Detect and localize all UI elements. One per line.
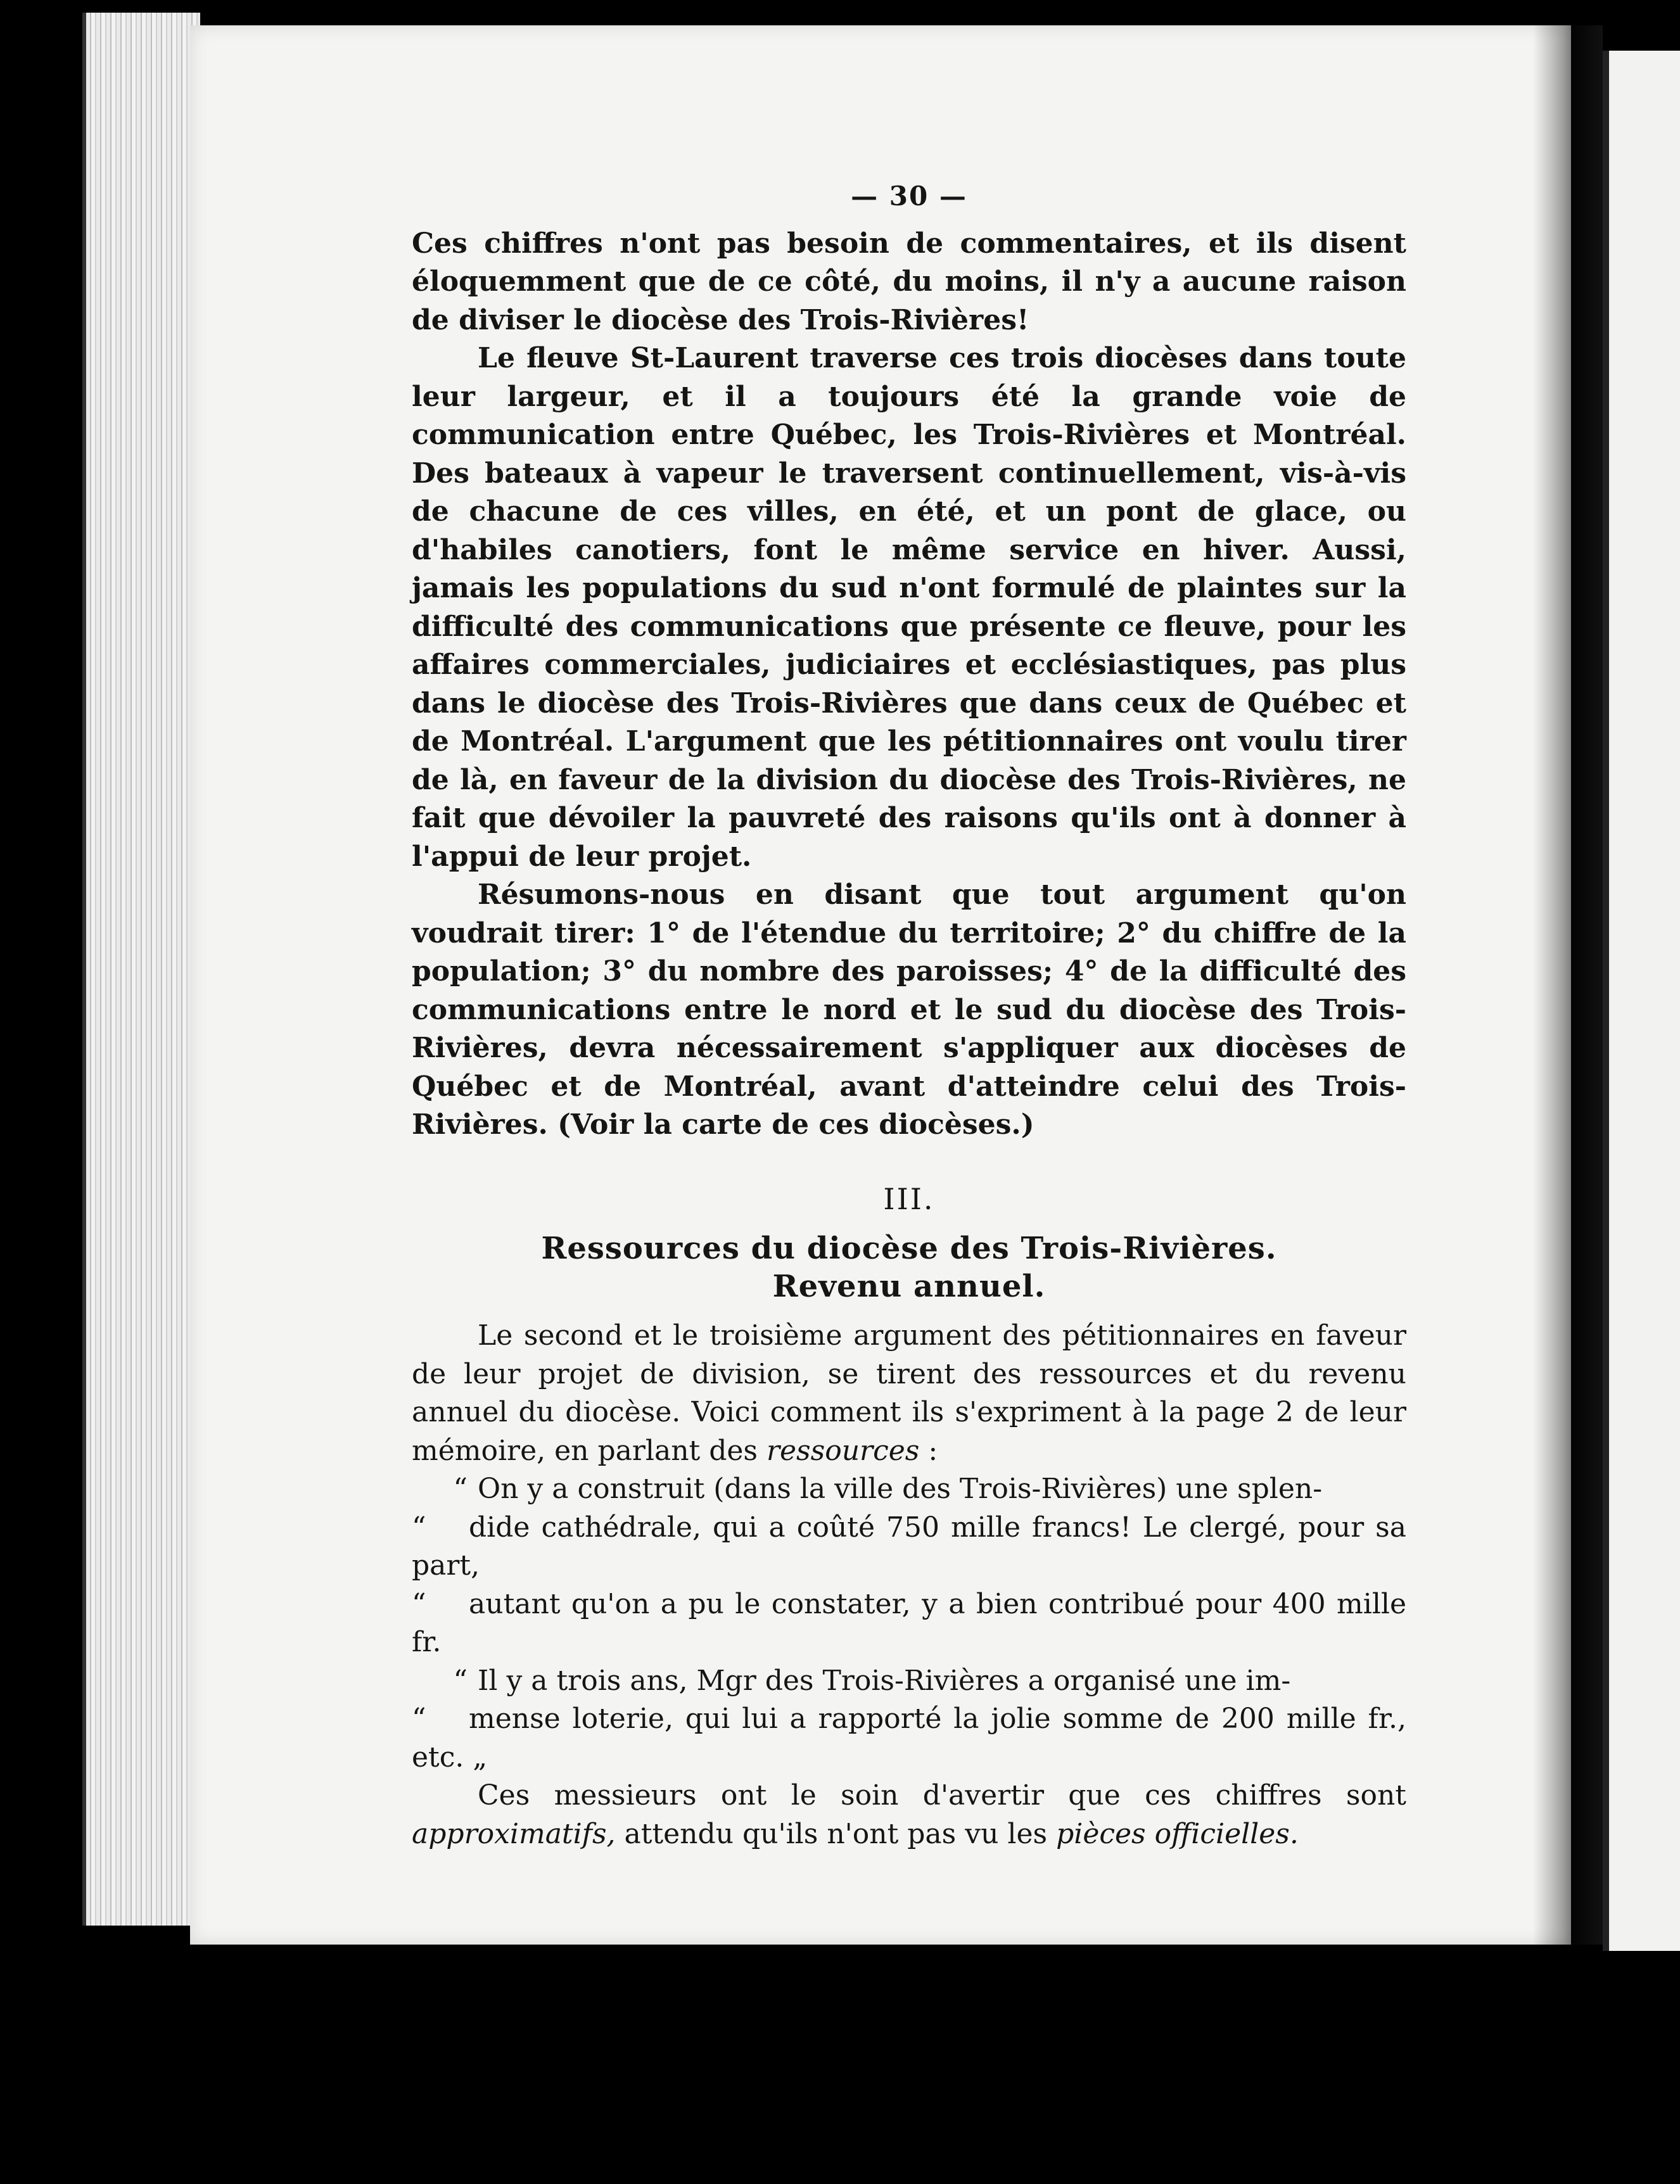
section-heading — [412, 1229, 1406, 1305]
spine-shadow — [1533, 25, 1603, 1945]
quote-close-mark: „ — [473, 1741, 488, 1774]
paragraph-1: Ces chiffres n'ont pas besoin de commentaires, et ils disent éloquemment que de ce côté, du moins, il n'y a aucune raison de diviser le diocèse des Trois-Rivières! — [412, 227, 1406, 336]
paragraph-4 — [412, 1317, 1406, 1470]
quotation — [412, 1470, 1406, 1777]
quote-mark: “ — [453, 1473, 468, 1505]
quote-1-line-3: “ autant qu'on a pu le constater, y a bien contribué pour 400 mille fr. — [412, 1585, 1406, 1662]
paragraph-4-italic: ressources — [766, 1434, 920, 1467]
quote-2-line-2: “ mense loterie, qui lui a rapporté la jolie somme de 200 mille fr., etc. „ — [412, 1700, 1406, 1777]
quote-mark: “ — [412, 1587, 426, 1620]
paragraph-5-italic-2: pièces officielles. — [1056, 1817, 1299, 1850]
book-page-edges — [82, 13, 200, 1926]
paragraph-4-colon: : — [928, 1434, 938, 1467]
quote-mark: “ — [412, 1703, 426, 1735]
paragraph-5-italic-1: approximatifs, — [412, 1817, 616, 1850]
page-text — [412, 177, 1406, 1853]
facing-page — [1609, 51, 1680, 1951]
quote-1-line-2: “ dide cathédrale, qui a coûté 750 mille francs! Le clergé, pour sa part, — [412, 1509, 1406, 1585]
section-heading-line-2: Revenu annuel. — [772, 1269, 1046, 1304]
paragraph-4-text: Le second et le troisième argument des pétitionnaires en faveur de leur projet de division, se tirent des ressources et du revenu annuel du diocèse. Voici comment ils s'expriment à la page 2 de leur mémoire, en parlant des — [412, 1319, 1406, 1467]
paragraph-5-text: Ces messieurs ont le soin d'avertir que ces chiffres sont — [478, 1779, 1406, 1812]
page-number: — 30 — — [851, 181, 967, 212]
section-heading-line-1: Ressources du diocèse des Trois-Rivières. — [541, 1231, 1277, 1266]
quote-2-line-1: “ Il y a trois ans, Mgr des Trois-Rivières a organisé une im- — [412, 1662, 1406, 1701]
paragraph-5 — [412, 1777, 1406, 1853]
quote-mark: “ — [412, 1511, 426, 1544]
paragraph-3: Résumons-nous en disant que tout argument qu'on voudrait tirer: 1° de l'étendue du territoire; 2° du chiffre de la population; 3° du nombre des paroisses; 4° de la difficulté des communications entre le nord et le sud du diocèse des Trois-Rivières, devra nécessairement s'appliquer aux diocèses de Québec et de Montréal, avant d'atteindre celui des Trois-Rivières. (Voir la carte de ces diocèses.) — [412, 879, 1406, 1141]
paragraph-2: Le fleuve St-Laurent traverse ces trois diocèses dans toute leur largeur, et il a toujours été la grande voie de communication entre Québec, les Trois-Rivières et Montréal. Des bateaux à vapeur le traversent continuellement, vis-à-vis de chacune de ces villes, en été, et un pont de glace, ou d'habiles canotiers, font le même service en hiver. Aussi, jamais les populations du sud n'ont formulé de plaintes sur la difficulté des communications que présente ce fleuve, pour les affaires commerciales, judiciaires et ecclésiastiques, pas plus dans le diocèse des Trois-Rivières que dans ceux de Québec et de Montréal. L'argument que les pétitionnaires ont voulu tirer de là, en faveur de la division du diocèse des Trois-Rivières, ne fait que dévoiler la pauvreté des raisons qu'ils ont à donner à l'appui de leur projet. — [412, 342, 1406, 873]
section-number: III. — [883, 1181, 935, 1216]
quote-1-line-1: “ On y a construit (dans la ville des Trois-Rivières) une splen- — [412, 1470, 1406, 1509]
quote-mark: “ — [453, 1664, 468, 1697]
paragraph-5-middle: attendu qu'ils n'ont pas vu les — [624, 1817, 1048, 1850]
